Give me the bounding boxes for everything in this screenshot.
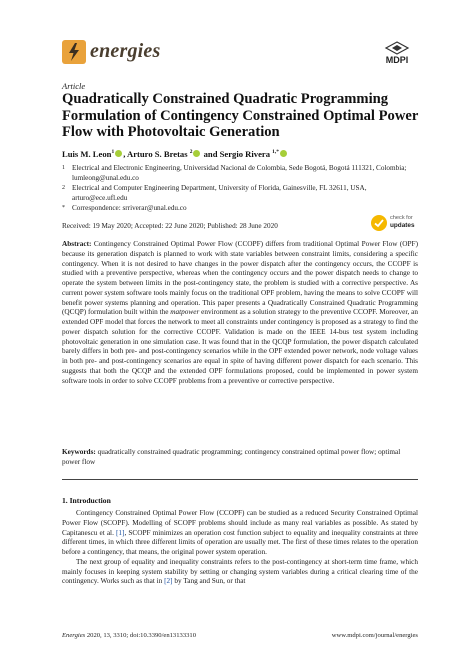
author-affiliation-marker: 2 [189,149,193,156]
footer-citation: Energies 2020, 13, 3310; doi:10.3390/en13133310 [62,632,197,639]
paragraph: Contingency Constrained Optimal Power Flow (CCOPF) can be studied as a reduced Security Constrained Optimal Power Flow (SCOPF). Modelling of SCOPF problems should include as many real variables as possible. As stated by Capitanescu et al. [1], SCOPF minimizes an operation cost function subject to equality and inequality constraints at three different times, in which three different limits of operation are usually met. The first of these times relates to the operation before a contingency, that means, the original power system operation. [62,509,418,556]
citation-link[interactable]: [1] [115,528,125,537]
author-list: Luis M. Leon$^1$ , Arturo S. Bretas $^2$ and Sergio Rivera $^{1,*}$ [62,149,288,159]
keywords-text: quadratically constrained quadratic programming; contingency constrained optimal power flow; optimal power flow [62,448,401,466]
author-name: Sergio Rivera [219,149,270,159]
mdpi-logo-icon[interactable] [378,41,416,67]
keywords [62,448,418,468]
check-updates-line2: updates [390,222,415,229]
article-type: Article [62,81,86,91]
author-affiliation-marker: 1,* [272,149,280,156]
orcid-icon[interactable] [280,150,287,157]
abstract [62,240,418,386]
publication-dates: Received: 19 May 2020; Accepted: 22 June 2020; Published: 28 June 2020 [62,222,278,230]
abstract-software-name: matpower [170,308,200,317]
paragraph: The next group of equality and inequality constraints refers to the post-contingency at short-term time frame, which mainly focuses in keeping system stability by setting or changing system variables during a critical clearing time of the contingency. Works such as that in [2] by Tang and Sun, or that [62,557,418,586]
abstract-text: Contingency Constrained Optimal Power Flow (CCOPF) differs from traditional Optimal Power Flow (OPF) because its generation dispatch is planned to work with state variables between constraint limits, considering a specific contingency. When it is not desired to have changes in the power dispatch after the contingency occurs, the CCOPF is studied with a preventive perspective, whereas when the contingency occurs and the power dispatch needs to change to operate the system between limits in the post-contingency state, the problem is studied with a corrective perspective. As current power system software tools mainly focus on the traditional OPF problem, having the means to solve CCOPF will benefit power systems planning and operation. This paper presents a Quadratically Constrained Quadratic Programming (QCQP) formulation built within the [62,240,418,317]
citation-link[interactable]: [2] [164,577,173,586]
footer-journal-url[interactable]: www.mdpi.com/journal/energies [331,632,418,639]
divider [62,479,418,480]
article-title: Quadratically Constrained Quadratic Programming Formulation of Contingency Constrained Optimal Power Flow with Photovoltaic Generation [62,91,419,140]
author-affiliation-marker: 1 [111,149,115,156]
correspondence: * Correspondence: srriverar@unal.edu.co [62,204,187,212]
orcid-icon[interactable] [193,150,200,157]
orcid-icon[interactable] [115,150,122,157]
abstract-label: Abstract: [62,240,92,248]
introduction-body [62,509,418,587]
journal-logo-icon [62,40,86,64]
section-heading: 1. Introduction [62,496,111,505]
check-for-updates-button[interactable] [371,214,421,236]
keywords-label: Keywords: [62,448,96,456]
check-updates-icon [371,215,387,231]
check-updates-line1: check for [390,215,413,221]
affiliation: 2 Electrical and Computer Engineering Department, University of Florida, Gainesville, FL 32611, USA, arturo@ece.ufl.edu [62,184,367,202]
publisher-name: MDPI [385,55,409,65]
author-name: Luis M. Leon [62,149,112,159]
journal-name[interactable]: energies [90,40,161,62]
author-name: Arturo S. Bretas [127,149,188,159]
abstract-text: environment as a solution strategy to the preventive CCOPF. Moreover, an extended OPF model that forces the network to meet all constraints under contingency is proposed as a strategy to find the power dispatch solution for the corrective CCOPF. Validation is made on the IEEE 14-bus test system including photovoltaic generation in one simulation case. It was found that in the QCQP formulation, the power dispatch calculated barely differs in both pre- and post-contingency scenarios while in the OPF extended power network, node voltage values in both pre- and post-contingency scenarios are equal in spite of having different power dispatch for each scenario. This suggests that both the QCQP and the extended OPF formulations proposed, could be implemented in power system software tools in order to solve CCOPF problems from a preventive or corrective perspective. [62,308,418,385]
affiliation: 1 Electrical and Electronic Engineering, Universidad Nacional de Colombia, Sede Bogotá, Bogotá 111321, Colombia; lumleong@unal.edu.co [62,164,407,182]
